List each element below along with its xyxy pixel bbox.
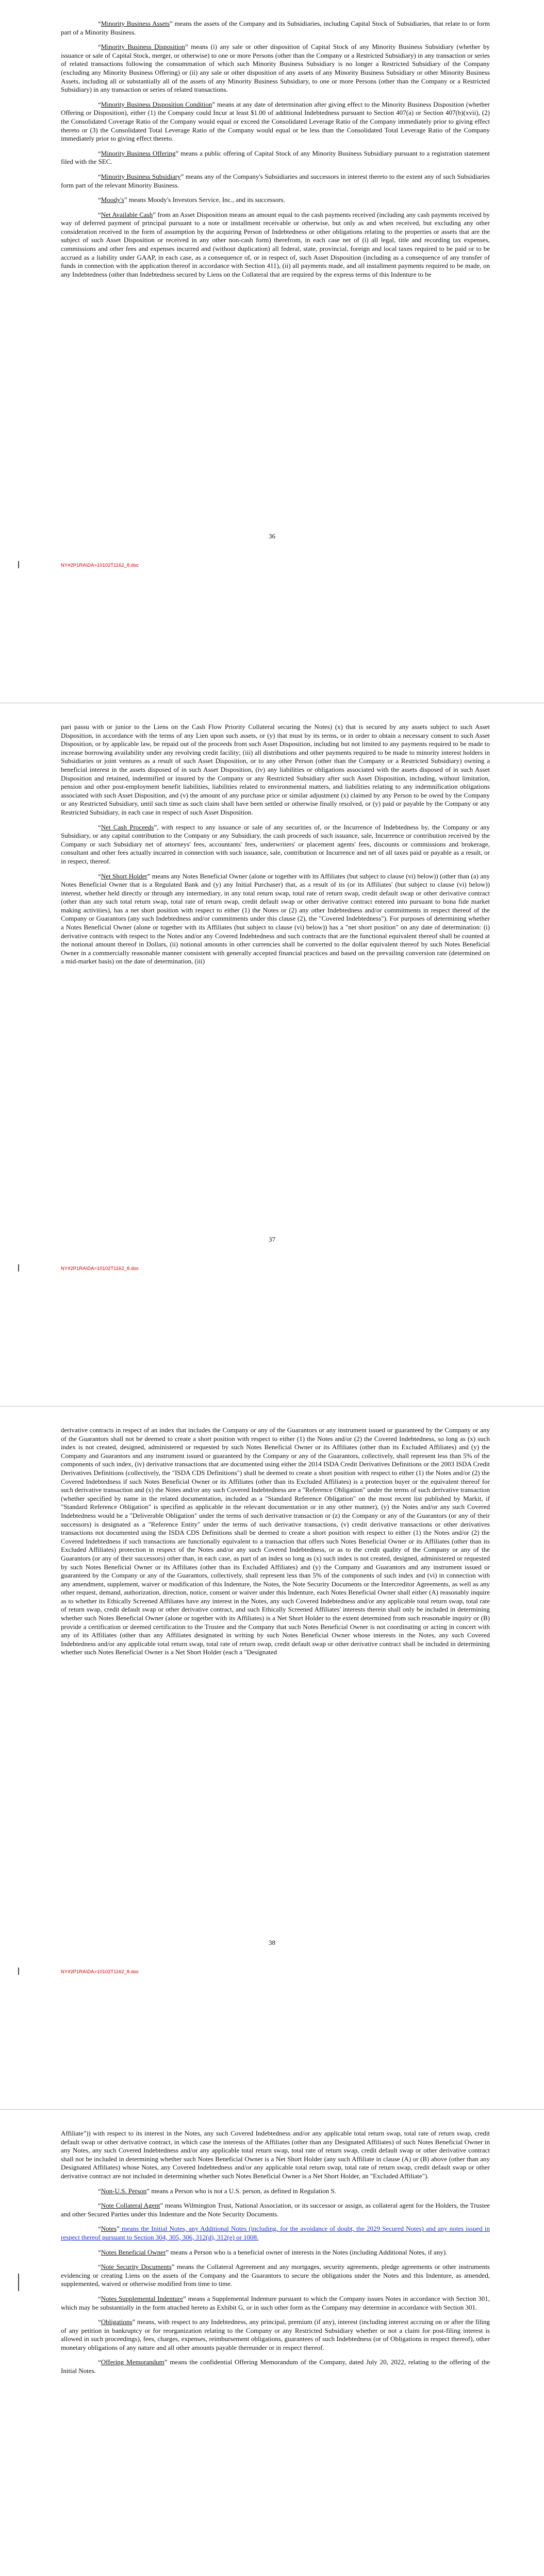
page-body <box>61 723 490 966</box>
definition-text: from an Asset Disposition means an amount equal to the cash payments received (including any cash payments received by way of deferred payment of principal pursuant to a note or installment receivable or otherwise, but only as and when received, but excluding any other consideration received in the form of assumption by the acquiring Person of Indebtedness or other obligations relating to the properties or assets that are the subject of such Asset Disposition or received in any other non-cash form) therefrom, in each case net of (i) all legal, title and recording tax expenses, commissions and other fees and expenses incurred and (without duplication) all federal, state, provincial, foreign and local taxes required to be paid or to be accrued as a liability under GAAP, in each case, as a consequence of, or in respect of, such Asset Disposition (including as a consequence of any transfer of funds in connection with the application thereof in accordance with Section 411), (ii) all payments made, and all installment payments required to be made, on any Indebtedness (other than Indebtedness secured by Liens on the Collateral that are required by the express terms of this Indenture to be <box>61 210 490 278</box>
page-number: 38 <box>269 1939 275 1946</box>
document-page-38 <box>0 1406 544 2110</box>
definition-text: means the confidential Offering Memorandum of the Company, dated July 20, 2022, relating to the offering of the Initial Notes. <box>61 2358 490 2375</box>
definition-text: means a Person who is a beneficial owner of interests in the Notes (including Additional Notes, if any). <box>169 2248 448 2256</box>
defined-term: Note Collateral Agent <box>101 2201 160 2210</box>
definition-text: means a public offering of Capital Stock of any Minority Business Subsidiary pursuant to a registration statement filed with the SEC. <box>61 149 490 166</box>
definition-text: means Wilmington Trust, National Association, or its successor or assign, as collateral agent for the Holders, the Trustee and other Secured Parties under this Indenture and the Note Security Documents. <box>61 2201 490 2218</box>
footer-document-code: NY#2P1RA\DA>10102T1162_8.doc <box>61 563 139 568</box>
defined-term: Net Cash Proceeds <box>101 823 154 831</box>
definition-text: means any of the Company's Subsidiaries and successors in interest thereto to the extent any of such Subsidiaries form part of the relevant Minority Business. <box>61 172 490 189</box>
defined-term: Minority Business Disposition <box>101 43 185 51</box>
page-number: 36 <box>269 532 275 540</box>
defined-term: Minority Business Assets <box>101 20 170 27</box>
definition-paragraph: “Notes Supplemental Indenture” means a Supplemental Indenture pursuant to which the Company issues Notes in accordance with Section 301, which may be substantially in the form attached hereto as Exhibit G, or in such other form as the Company may determine in accordance with Section 301. <box>61 2294 490 2311</box>
definition-paragraph: “Offering Memorandum” means the confidential Offering Memorandum of the Company, dated July 20, 2022, relating to the offering of the Initial Notes. <box>61 2358 490 2375</box>
change-bar <box>18 1968 19 1975</box>
definition-paragraph: “Obligations” means, with respect to any Indebtedness, any principal, premium (if any), interest (including interest accruing on or after the filing of any petition in bankruptcy or for reorganization relating to the Company or any Restricted Subsidiary whether or not a claim for post-filing interest is allowed in such proceedings), fees, charges, expenses, reimbursement obligations, guarantees of such Indebtedness (or of Obligations in respect thereof), other monetary obligations of any nature and all other amounts payable thereunder or in respect thereof. <box>61 2318 490 2351</box>
definition-paragraph: “Minority Business Disposition Condition” means at any date of determination after giving effect to the Minority Business Disposition (whether Offering or Disposition), either (1) the Company could Incur at least $1.00 of additional Indebtedness pursuant to Section 407(a) or Section 407(b)(xvii), (2) the Consolidated Coverage Ratio of the Company would equal or exceed the Consolidated Leverage Ratio of the Company immediately prior to giving effect thereto or (3) the Consolidated Total Leverage Ratio of the Company would equal or be less than the Consolidated Total Leverage Ratio of the Company immediately prior to giving effect thereto. <box>61 100 490 143</box>
defined-term: Minority Business Disposition Condition <box>101 100 212 108</box>
document-page-39 <box>0 2110 544 2576</box>
revision-margin-bar <box>18 2274 19 2291</box>
definition-text: pari passu with or junior to the Liens on the Cash Flow Priority Collateral securing the Notes) (x) that is secured by any assets subject to such Asset Disposition, in accordance with the terms of any Lien upon such assets, or (y) that must by its terms, or in order to obtain a necessary consent to such Asset Disposition, or by applicable law, be repaid out of the proceeds from such Asset Disposition, including but not limited to any payments required to be made to increase borrowing availability under any revolving credit facility; (iii) all distributions and other payments required to be made to minority interest holders in Subsidiaries or joint ventures as a result of such Asset Disposition, or to any other Person (other than the Company or a Restricted Subsidiary) owning a beneficial interest in the assets disposed of in such Asset Disposition, (iv) any liabilities or obligations associated with the assets disposed of in such Asset Disposition and retained, indemnified or insured by the Company or any Restricted Subsidiary after such Asset Disposition, including, without limitation, pension and other post-employment benefit liabilities, liabilities related to environmental matters, and liabilities relating to any indemnification obligations associated with such Asset Disposition, and (v) the amount of any purchase price or similar adjustment (x) claimed by any Person to be owed by the Company or any Restricted Subsidiary, until such time as such claim shall have been settled or otherwise finally resolved, or (y) paid or payable by the Company or any Restricted Subsidiary, in each case in respect of such Asset Disposition. <box>61 723 490 816</box>
definition-text: means the Collateral Agreement and any mortgages, security agreements, pledge agreements or other instruments evidencing or creating Liens on the assets of the Company and the Guarantors to secure the obligations under the Notes and this Indenture, as amended, supplemented, waived or otherwise modified from time to time. <box>61 2263 490 2288</box>
definition-paragraph: “Minority Business Assets” means the assets of the Company and its Subsidiaries, including Capital Stock of Subsidiaries, that relate to or form part of a Minority Business. <box>61 20 490 36</box>
defined-term: Moody's <box>101 196 124 204</box>
definition-paragraph: “Net Available Cash” from an Asset Disposition means an amount equal to the cash payments received (including any cash payments received by way of deferred payment of principal pursuant to a note or installment receivable or otherwise, but only as and when received, but excluding any other consideration received in the form of assumption by the acquiring Person of Indebtedness or other obligations relating to the properties or assets that are the subject of such Asset Disposition or received in any other non-cash form) therefrom, in each case net of (i) all legal, title and recording tax expenses, commissions and other fees and expenses incurred and (without duplication) all federal, state, provincial, foreign and local taxes required to be paid or to be accrued as a liability under GAAP, in each case, as a consequence of, or in respect of, such Asset Disposition (including as a consequence of any transfer of funds in connection with the application thereof in accordance with Section 411), (ii) all payments made, and all installment payments required to be made, on any Indebtedness (other than Indebtedness secured by Liens on the Collateral that are required by the express terms of this Indenture to be <box>61 210 490 278</box>
definition-paragraph: “Minority Business Offering” means a public offering of Capital Stock of any Minority Business Subsidiary pursuant to a registration statement filed with the SEC. <box>61 149 490 166</box>
page-body <box>61 20 490 279</box>
defined-term: Obligations <box>101 2318 133 2326</box>
page-body <box>61 2129 490 2376</box>
page-body <box>61 1426 490 1657</box>
defined-term: Net Available Cash <box>101 210 153 218</box>
continuation-paragraph <box>61 723 490 817</box>
defined-term: Offering Memorandum <box>101 2358 164 2366</box>
footer-document-code: NY#2P1RA\DA>10102T1162_8.doc <box>61 1266 139 1272</box>
definition-text: means a Supplemental Indenture pursuant to which the Company issues Notes in accordance with Section 301, which may be substantially in the form attached hereto as Exhibit G, or in such other form as the Company may determine in accordance with Section 301. <box>61 2294 490 2311</box>
defined-term: Note Security Documents <box>101 2263 172 2271</box>
defined-term: Minority Business Offering <box>101 149 176 157</box>
change-bar <box>18 561 19 568</box>
defined-term: Notes Supplemental Indenture <box>101 2294 184 2302</box>
definition-text: , with respect to any issuance or sale of any securities of, or the Incurrence of Indebtedness by, the Company or any Subsidiary, or any capital contribution to the Company or any Subsidiary, the cash proceeds of such issuance, sale, Incurrence or contribution received by the Company or such Subsidiary net of attorneys' fees, accountants' fees, underwriters' or placement agents' fees, discounts or commissions and brokerage, consultant and other fees actually incurred in connection with such issuance, sale, contribution or Incurrence and net of all taxes paid or payable as a result, or in respect, thereof. <box>61 823 490 865</box>
continuation-paragraph <box>61 2129 490 2181</box>
definition-paragraph: “Net Cash Proceeds”, with respect to any issuance or sale of any securities of, or the Incurrence of Indebtedness by, the Company or any Subsidiary, or any capital contribution to the Company or any Subsidiary, the cash proceeds of such issuance, sale, Incurrence or contribution received by the Company or such Subsidiary net of attorneys' fees, accountants' fees, underwriters' or placement agents' fees, discounts or commissions and brokerage, consultant and other fees actually incurred in connection with such issuance, sale, contribution or Incurrence and net of all taxes paid or payable as a result, or in respect, thereof. <box>61 823 490 865</box>
definition-text: means, with respect to any Indebtedness, any principal, premium (if any), interest (including interest accruing on or after the filing of any petition in bankruptcy or for reorganization relating to the Company or any Restricted Subsidiary whether or not a claim for post-filing interest is allowed in such proceedings), fees, charges, expenses, reimbursement obligations, guarantees of such Indebtedness (or of Obligations in respect thereof), other monetary obligations of any nature and all other amounts payable thereunder or in respect thereof. <box>61 2318 490 2351</box>
defined-term: Non-U.S. Person <box>101 2187 147 2195</box>
document-page-36 <box>0 0 544 703</box>
definition-text: means (i) any sale or other disposition of Capital Stock of any Minority Business Subsidiary (whether by issuance or sale of Capital Stock, merger, or otherwise) to one or more Persons (other than the Company or a Restricted Subsidiary) in any transaction or series of related transactions following the consummation of which such Minority Business Subsidiary is no longer a Restricted Subsidiary of the Company (excluding any Minority Business Offering) or (ii) any sale or other disposition of any assets of any Minority Business Subsidiary or other Minority Business Assets, including all or substantially all of the assets of any Minority Business Subsidiary, to one or more Persons (other than the Company or a Restricted Subsidiary) in any transaction or series of related transactions. <box>61 43 490 94</box>
definition-paragraph: “Net Short Holder” means any Notes Beneficial Owner (alone or together with its Affiliates (but subject to clause (vi) below)) (other than (a) any Notes Beneficial Owner that is a Regulated Bank and (y) any Initial Purchaser) that, as a result of its (or its Affiliates' (but subject to clause (vi) below)) interest, whether held directly or through any intermediary, in any total return swap, total rate of return swap, credit default swap or other derivative contract (other than any such total return swap, total rate of return swap, credit default swap or other derivative contract entered into pursuant to bona fide market making activities), has a net short position with respect to either (1) the Notes or (2) any other Indebtedness and/or commitments in respect thereof of the Company or Guarantors (any such Indebtedness and/or commitments under this clause (2), the "Covered Indebtedness"). For purposes of determining whether a Notes Beneficial Owner (alone or together with its Affiliates (but subject to clause (vi) below)) has a "net short position" on any date of determination: (i) derivative contracts with respect to the Notes and/or any Covered Indebtedness and such contracts that are the functional equivalent thereof shall be counted at the notional amount thereof in Dollars, (ii) notional amounts in other currencies shall be converted to the dollar equivalent thereof by such Notes Beneficial Owner in a commercially reasonable manner consistent with generally accepted financial practices and based on the prevailing conversion rate (determined on a mid-market basis) on the date of determination, (iii) <box>61 872 490 965</box>
continuation-paragraph <box>61 1426 490 1657</box>
definition-paragraph: “Note Collateral Agent” means Wilmington Trust, National Association, or its successor or assign, as collateral agent for the Holders, the Trustee and other Secured Parties under this Indenture and the Note Security Documents. <box>61 2201 490 2218</box>
definition-paragraph: “Moody's” means Moody's Investors Service, Inc., and its successors. <box>98 196 285 204</box>
definition-paragraph: “Notes Beneficial Owner” means a Person who is a beneficial owner of interests in the Notes (including Additional Notes, if any). <box>98 2248 448 2256</box>
definition-paragraph: “Non-U.S. Person” means a Person who is not a U.S. person, as defined in Regulation S. <box>98 2187 336 2195</box>
definition-paragraph: “Minority Business Disposition” means (i) any sale or other disposition of Capital Stock of any Minority Business Subsidiary (whether by issuance or sale of Capital Stock, merger, or otherwise) to one or more Persons (other than the Company or a Restricted Subsidiary) in any transaction or series of related transactions following the consummation of which such Minority Business Subsidiary is no longer a Restricted Subsidiary of the Company (excluding any Minority Business Offering) or (ii) any sale or other disposition of any assets of any Minority Business Subsidiary or other Minority Business Assets, including all or substantially all of the assets of any Minority Business Subsidiary, to one or more Persons (other than the Company or a Restricted Subsidiary) in any transaction or series of related transactions. <box>61 43 490 94</box>
defined-term: Minority Business Subsidiary <box>101 172 181 180</box>
definition-text: means the assets of the Company and its Subsidiaries, including Capital Stock of Subsidiaries, that relate to or form part of a Minority Business. <box>61 20 490 36</box>
defined-term: Net Short Holder <box>101 872 147 880</box>
definition-text: means Moody's Investors Service, Inc., and its successors. <box>127 196 285 204</box>
document-page-37 <box>0 703 544 1406</box>
definition-paragraph: “Minority Business Subsidiary” means any of the Company's Subsidiaries and successors in interest thereto to the extent any of such Subsidiaries form part of the relevant Minority Business. <box>61 172 490 189</box>
definition-text: Affiliate")) with respect to its interest in the Notes, any such Covered Indebtedness and/or any applicable total return swap, total rate of return swap, credit default swap or other derivative contract, in which case the interests of the Affiliates (other than any Designated Affiliates) of such Notes Beneficial Owner in any Notes, any such Covered Indebtedness and/or any applicable total return swap, total rate of return swap, credit default swap or other derivative contract shall not be included in determining whether such Notes Beneficial Owner is a Net Short Holder (any such Affiliate in clause (A) or (B) above (other than any Designated Affiliates) whose Notes, any Covered Indebtedness and/or any applicable total return swap, total rate of return swap, credit default swap or other derivative contract are not included in determining whether such Notes Beneficial Owner is a Net Short Holder, an "Excluded Affiliate"). <box>61 2129 490 2180</box>
definition-paragraph: “Note Security Documents” means the Collateral Agreement and any mortgages, security agreements, pledge agreements or other instruments evidencing or creating Liens on the assets of the Company and the Guarantors to secure the obligations under the Notes and this Indenture, as amended, supplemented, waived or otherwise modified from time to time. <box>61 2263 490 2288</box>
definition-text: derivative contracts in respect of an index that includes the Company or any of the Guarantors or any instrument issued or guaranteed by the Company or any of the Guarantors shall not be deemed to create a short position with respect to either (1) the Notes and/or (2) the Covered Indebtedness, so long as (x) such index is not created, designed, administered or requested by such Notes Beneficial Owner or its Affiliates (other than its Excluded Affiliates) and (y) the Company and Guarantors and any instrument issued or guaranteed by the Company or any of the Guarantors, collectively, shall represent less than 5% of the components of such index, (iv) derivative transactions that are documented using either the 2014 ISDA Credit Derivatives Definitions or the 2003 ISDA Credit Derivatives Definitions (collectively, the "ISDA CDS Definitions") shall be deemed to create a short position with respect to either (1) the Notes and/or (2) the Covered Indebtedness if such Notes Beneficial Owner or its Affiliates (other than its Excluded Affiliates) is a protection buyer or the equivalent thereof for such derivative transaction and (x) the Notes and/or any such Covered Indebtedness are a "Reference Obligation" under the terms of such derivative transaction (whether specified by name in the related documentation, included as a "Standard Reference Obligation" on the most recent list published by Markit, if "Standard Reference Obligation" is specified as applicable in the relevant documentation or in any other manner), (y) the Notes and/or any such Covered Indebtedness would be a "Deliverable Obligation" under the terms of such derivative transaction or (z) the Company or any of the Guarantors (or any of their successors) is designated as a "Reference Entity" under the terms of such derivative transactions, (v) credit derivative transactions or other derivatives transactions not documented using the ISDA CDS Definitions shall be deemed to create a short position with respect to either (1) the Notes and/or (2) the Covered Indebtedness if such transactions are functionally equivalent to a transaction that offers such Notes Beneficial Owner or its Affiliates (other than its Excluded Affiliates) protection in respect of the Notes and/or any such Covered Indebtedness, or as to the credit quality of the Company or any of the Guarantors (or any of their successors) other than, in each case, as part of an index so long as (x) such index is not created, designed, administered or requested by such Notes Beneficial Owner or its Affiliates (other than its Excluded Affiliates) and (y) the Company and Guarantors and any instrument issued or guaranteed by the Company or any of the Guarantors, collectively, shall represent less than 5% of the components of such index and (vi) in connection with any amendment, supplement, waiver or modification of this Indenture, the Notes, the Note Security Documents or the Intercreditor Agreements, as well as any other request, demand, authorization, direction, notice, consent or waiver under this Indenture, each Notes Beneficial Owner shall either (A) reasonably inquire as to whether its Ethically Screened Affiliates have any interest in the Notes, any such Covered Indebtedness and/or any applicable total return swap, total rate of return swap, credit default swap or other derivative contract, and such Ethically Screened Affiliates' interests therein shall only be included in determining whether such Notes Beneficial Owner (alone or together with its Affiliates) is a Net Short Holder to the extent determined from such reasonable inquiry or (B) provide a certification or deemed certification to the Trustee and the Company that such Notes Beneficial Owner is not coordinating or acting in concert with any of its Affiliates (other than any Affiliates designated in writing by such Notes Beneficial Owner whose interests in the Notes, any such Covered Indebtedness and/or any applicable total return swap, total rate of return swap, credit default swap or other derivative contract shall be included in determining whether such Notes Beneficial Owner is a Net Short Holder (each a "Designated <box>61 1426 490 1656</box>
definition-text: means any Notes Beneficial Owner (alone or together with its Affiliates (but subject to clause (vi) below)) (other than (a) any Notes Beneficial Owner that is a Regulated Bank and (y) any Initial Purchaser) that, as a result of its (or its Affiliates' (but subject to clause (vi) below)) interest, whether held directly or through any intermediary, in any total return swap, total rate of return swap, credit default swap or other derivative contract (other than any such total return swap, total rate of return swap, credit default swap or other derivative contract entered into pursuant to bona fide market making activities), has a net short position with respect to either (1) the Notes or (2) any other Indebtedness and/or commitments in respect thereof of the Company or Guarantors (any such Indebtedness and/or commitments under this clause (2), the "Covered Indebtedness"). For purposes of determining whether a Notes Beneficial Owner (alone or together with its Affiliates (but subject to clause (vi) below)) has a "net short position" on any date of determination: (i) derivative contracts with respect to the Notes and/or any Covered Indebtedness and such contracts that are the functional equivalent thereof shall be counted at the notional amount thereof in Dollars, (ii) notional amounts in other currencies shall be converted to the dollar equivalent thereof by such Notes Beneficial Owner in a commercially reasonable manner consistent with generally accepted financial practices and based on the prevailing conversion rate (determined on a mid-market basis) on the date of determination, (iii) <box>61 872 490 965</box>
page-number: 37 <box>269 1235 275 1243</box>
defined-term: Notes <box>101 2225 117 2233</box>
definition-paragraph: “Notes” means the Initial Notes, any Additional Notes (including, for the avoidance of doubt, the 2029 Secured Notes) and any notes issued in respect thereof pursuant to Section 304, 305, 306, 312(d), 312(e) or 1008. <box>61 2225 490 2241</box>
definition-text: means the Initial Notes, any Additional Notes (including, for the avoidance of doubt, the 2029 Secured Notes) and any notes issued in respect thereof pursuant to Section 304, 305, 306, 312(d), 312(e) or 1008. <box>61 2225 490 2241</box>
change-bar <box>18 1264 19 1272</box>
footer-document-code: NY#2P1RA\DA>10102T1162_8.doc <box>61 1969 139 1975</box>
defined-term: Notes Beneficial Owner <box>101 2248 166 2256</box>
definition-text: means at any date of determination after giving effect to the Minority Business Disposition (whether Offering or Disposition), either (1) the Company could Incur at least $1.00 of additional Indebtedness pursuant to Section 407(a) or Section 407(b)(xvii), (2) the Consolidated Coverage Ratio of the Company would equal or exceed the Consolidated Leverage Ratio of the Company immediately prior to giving effect thereto or (3) the Consolidated Total Leverage Ratio of the Company would equal or be less than the Consolidated Total Leverage Ratio of the Company immediately prior to giving effect thereto. <box>61 100 490 143</box>
definition-text: means a Person who is not a U.S. person, as defined in Regulation S. <box>150 2187 336 2195</box>
